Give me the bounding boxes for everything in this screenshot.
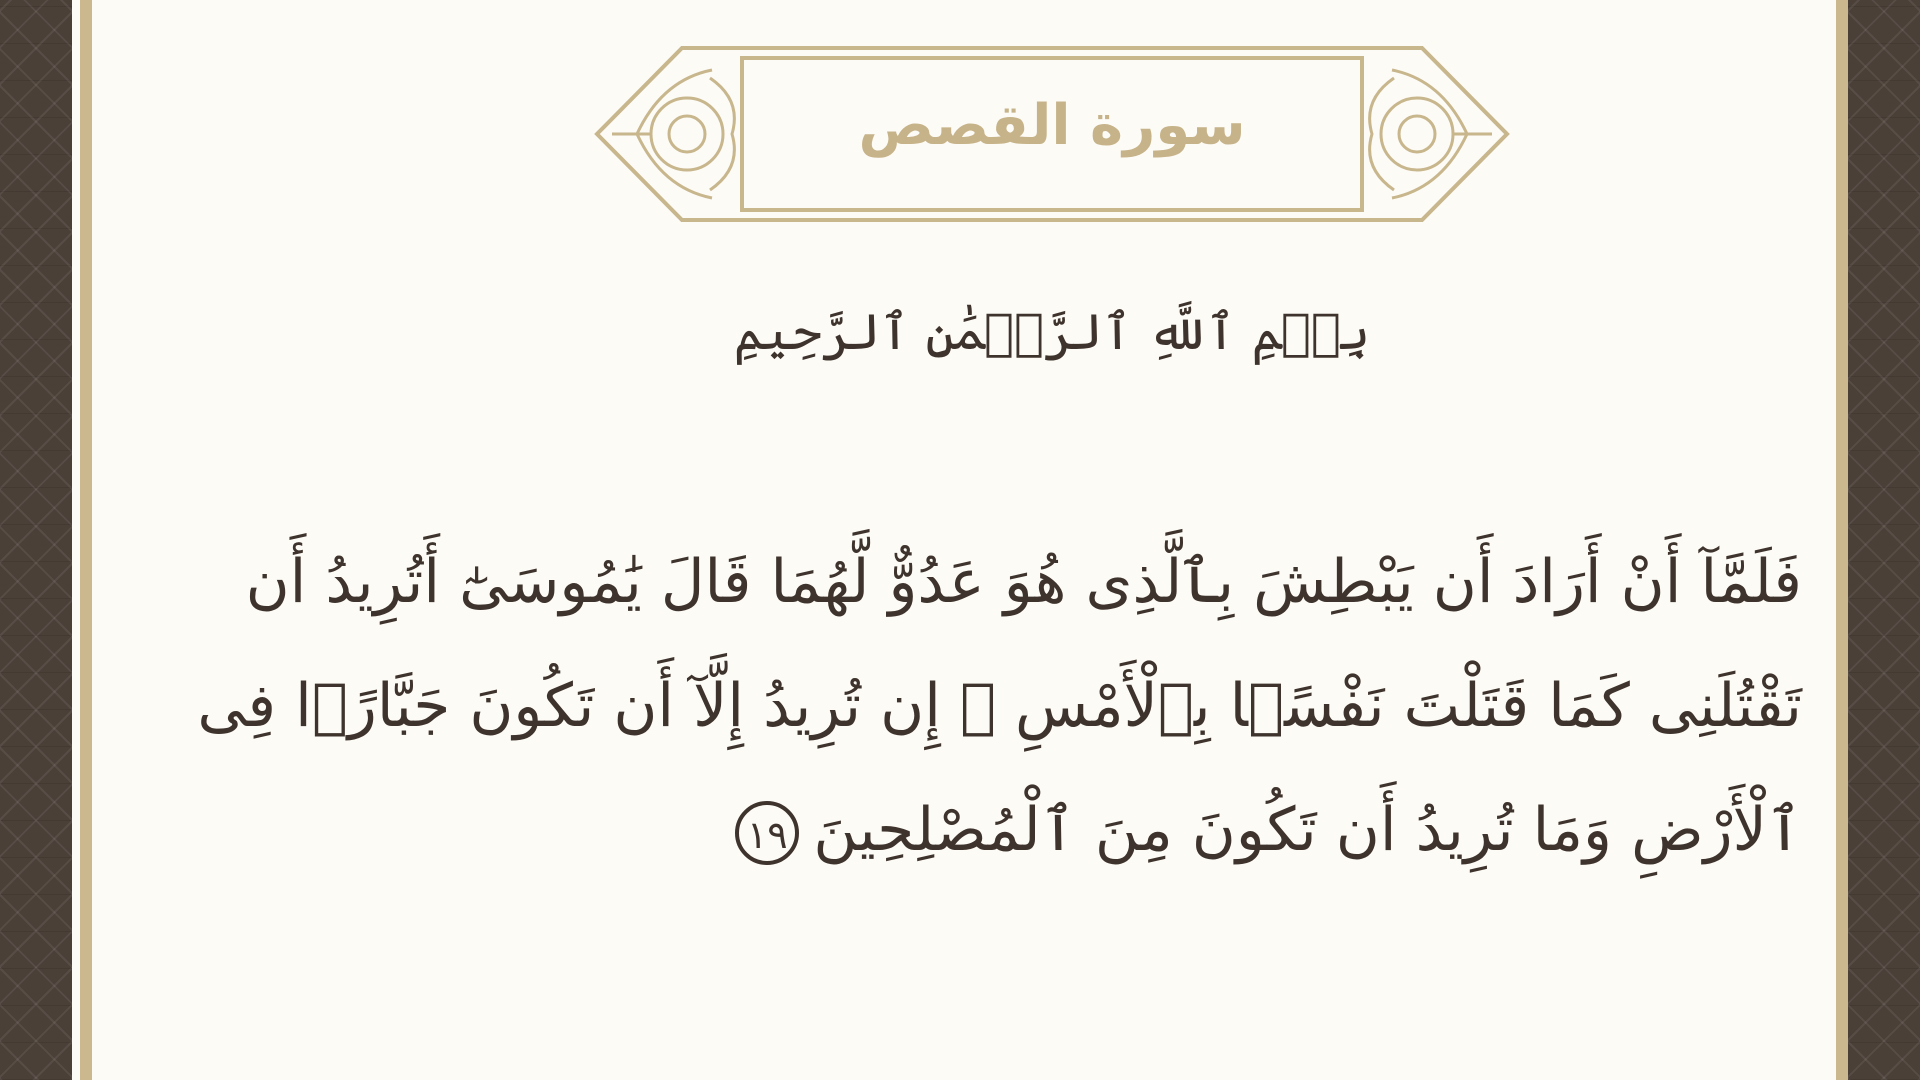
- verse-text: [197, 520, 1802, 892]
- right-pattern-panel: [1848, 0, 1920, 1080]
- verse-line-3-text: ٱلْأَرْضِ وَمَا تُرِيدُ أَن تَكُونَ مِنَ ٱلْمُصْلِحِينَ: [813, 795, 1802, 865]
- left-inner-margin: [72, 0, 80, 1080]
- ayah-number-marker: ١٩: [735, 801, 799, 865]
- left-gold-rail: [80, 0, 92, 1080]
- left-pattern-panel: [0, 0, 72, 1080]
- surah-title: سورة القصص: [858, 93, 1246, 158]
- verse-line-2: تَقْتُلَنِى كَمَا قَتَلْتَ نَفْسًۢا بِٱلْأَمْسِ ۖ إِن تُرِيدُ إِلَّآ أَن تَكُونَ جَبَّارًۭا فِى: [197, 671, 1802, 741]
- surah-header-frame: [592, 40, 1512, 228]
- verse-line-3: [220, 768, 1802, 892]
- right-gold-rail: [1836, 0, 1848, 1080]
- basmala-calligraphy: بِسۡمِ ٱللَّهِ ٱلرَّحۡمَٰنِ ٱلرَّحِيمِ: [733, 303, 1371, 361]
- verse-line-1: فَلَمَّآ أَنْ أَرَادَ أَن يَبْطِشَ بِٱلَّذِى هُوَ عَدُوٌّ لَّهُمَا قَالَ يَٰمُوسَىٰٓ أَتُرِيدُ أَن: [245, 547, 1802, 617]
